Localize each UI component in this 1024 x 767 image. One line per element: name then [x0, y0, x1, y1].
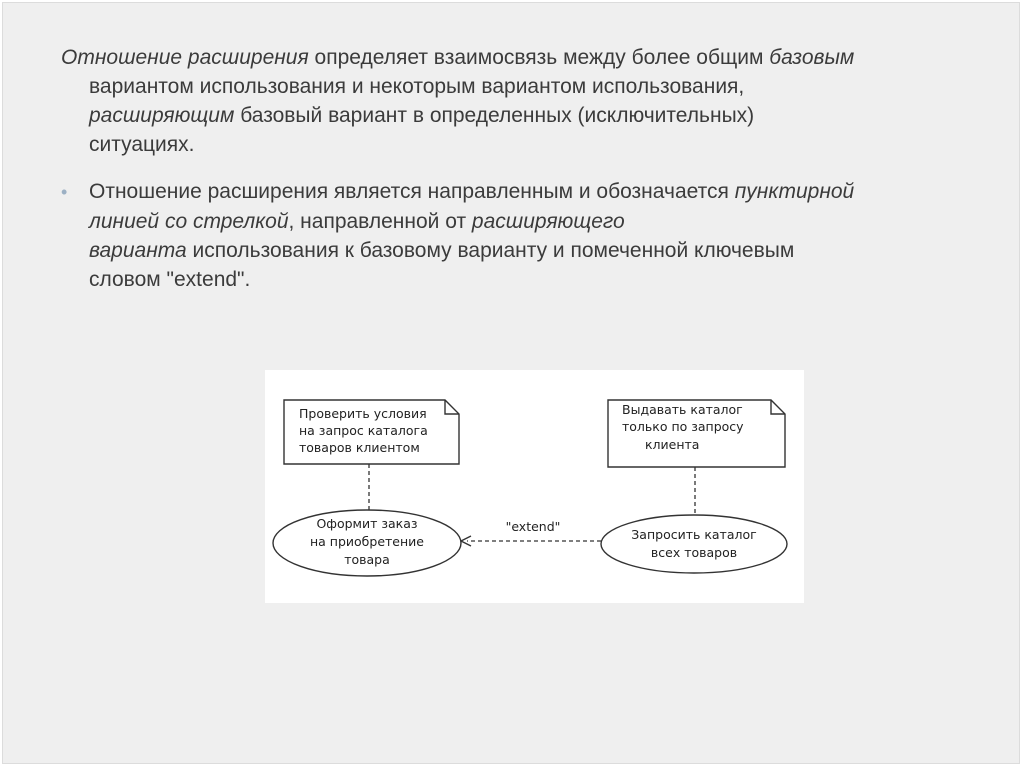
usecase-left-line1: Оформит заказ [316, 516, 418, 531]
paragraph1-line3: расширяющим базовый вариант в определенных (исключительных) [89, 104, 755, 127]
usecase-left [273, 510, 461, 576]
note-left-line3: товаров клиентом [299, 440, 420, 455]
note-right [608, 400, 785, 467]
slide [2, 2, 1020, 764]
term-base: базовым [769, 46, 855, 69]
paragraph2-line4: словом "extend". [89, 268, 251, 291]
extend-label: "extend" [505, 519, 561, 534]
usecase-right [601, 515, 787, 573]
paragraph1-line1: Отношение расширения определяет взаимосвязь между более общим базовым [61, 46, 855, 69]
extend-arrowhead-icon [461, 536, 471, 546]
note-right-line2: только по запросу [622, 419, 744, 434]
term-extending-2: расширяющего [471, 210, 625, 233]
bullet-paragraph-extend-notation [61, 177, 961, 294]
note-left [284, 400, 459, 464]
usecase-right-line1: Запросить каталог [631, 527, 757, 542]
note-right-line1: Выдавать каталог [622, 402, 743, 417]
paragraph1-line4: ситуациях. [89, 133, 195, 156]
extend-diagram [265, 370, 804, 603]
term-arrow-line: линией со стрелкой [89, 210, 289, 233]
bullet-icon: • [61, 182, 68, 202]
note-right-line3: клиента [645, 437, 700, 452]
diagram-svg [265, 370, 804, 603]
paragraph-extend-definition [61, 43, 961, 159]
term-extend-relation: Отношение расширения [61, 46, 309, 69]
paragraph2-line2: линией со стрелкой, направленной от расширяющего [89, 210, 625, 233]
paragraph2-line3: варианта использования к базовому варианту и помеченной ключевым [89, 239, 795, 262]
extend-relation [461, 519, 601, 546]
term-extending: расширяющим [89, 104, 235, 127]
usecase-left-line3: товара [344, 552, 390, 567]
usecase-left-line2: на приобретение [310, 534, 424, 549]
paragraph1-line2: вариантом использования и некоторым вариантом использования, [89, 75, 745, 98]
usecase-right-line2: всех товаров [650, 545, 738, 560]
term-dashed: пунктирной [734, 180, 855, 203]
term-variant: варианта [89, 239, 187, 262]
note-left-line2: на запрос каталога [299, 423, 428, 438]
note-left-line1: Проверить условия [299, 406, 427, 421]
paragraph2-line1: • Отношение расширения является направленным и обозначается пунктирной [61, 177, 961, 207]
